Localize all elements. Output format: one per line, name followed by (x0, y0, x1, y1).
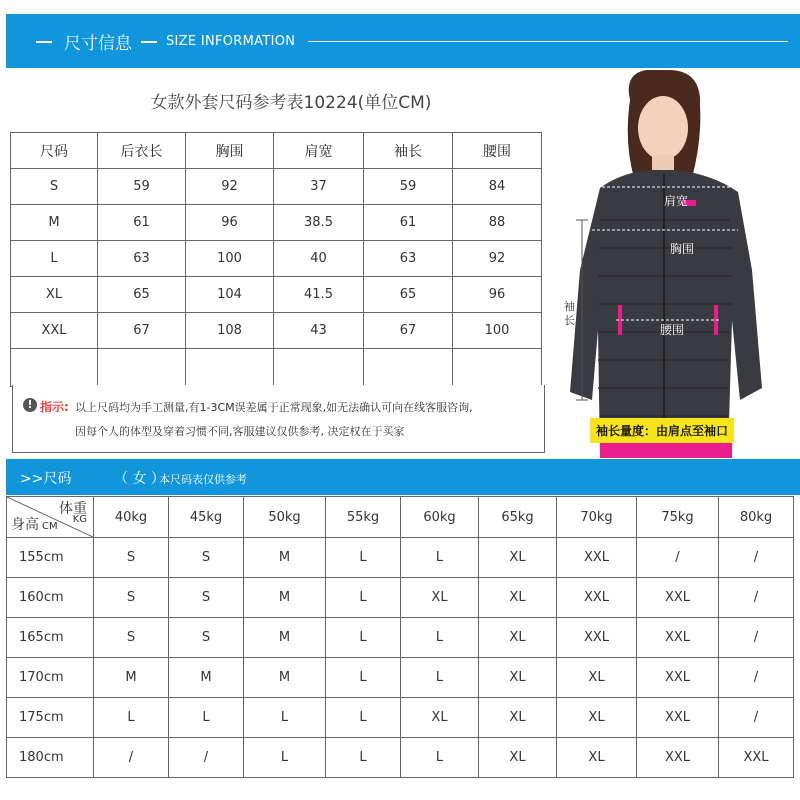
garment-cell: 92 (453, 241, 542, 277)
height-row-header: 155cm (7, 538, 94, 578)
garment-cell: 61 (98, 205, 186, 241)
garment-header-cell: 胸围 (186, 133, 274, 169)
size-cell: L (326, 698, 401, 738)
shoulder-label: 肩宽 (664, 194, 689, 208)
notes-line-2: 因每个人的体型及穿着习惯不同,客服建议仅供参考, 决定权在于买家 (75, 425, 405, 438)
weight-header-cell: 75kg (637, 497, 719, 538)
garment-size-table (10, 132, 542, 387)
info-icon: ! (23, 398, 37, 412)
size-info-banner (6, 14, 800, 68)
weight-header-cell: 60kg (401, 497, 479, 538)
height-label: 身高 (11, 517, 39, 533)
garment-cell: M (11, 205, 98, 241)
recommend-table-header (7, 497, 794, 538)
size-cell: XXL (719, 738, 794, 778)
height-row-header: 175cm (7, 698, 94, 738)
garment-table-row (11, 313, 542, 349)
size-cell: / (719, 618, 794, 658)
size-cell: M (244, 578, 326, 618)
weight-label: 体重 (59, 501, 87, 517)
size-cell: L (401, 618, 479, 658)
garment-cell: 84 (453, 169, 542, 205)
size-cell: XXL (637, 698, 719, 738)
garment-cell (11, 349, 98, 387)
chest-label: 胸围 (670, 242, 695, 256)
size-cell: XL (479, 578, 557, 618)
garment-header-cell: 肩宽 (274, 133, 364, 169)
garment-table-row (11, 277, 542, 313)
section-arrow-title: >>尺码 (20, 471, 72, 487)
notes-line-1: 以上尺码均为手工测量,有1-3CM误差属于正常现象,如无法确认可向在线客服咨询, (75, 401, 473, 414)
size-cell: M (244, 538, 326, 578)
size-cell: XL (479, 538, 557, 578)
size-cell: L (326, 658, 401, 698)
size-cell: M (94, 658, 169, 698)
size-cell: / (719, 698, 794, 738)
size-cell: L (326, 738, 401, 778)
size-cell: / (719, 658, 794, 698)
banner-divider-line (308, 41, 788, 42)
size-cell: XXL (637, 618, 719, 658)
corner-diagonal (7, 497, 93, 537)
recommend-table-row (7, 738, 794, 778)
weight-header-cell: 65kg (479, 497, 557, 538)
garment-cell: 41.5 (274, 277, 364, 313)
size-cell: XL (557, 658, 637, 698)
model-illustration (552, 70, 800, 458)
weight-header-cell: 45kg (169, 497, 244, 538)
size-cell: XL (479, 738, 557, 778)
garment-cell: 43 (274, 313, 364, 349)
size-cell: XL (479, 698, 557, 738)
garment-table-row (11, 349, 542, 387)
size-cell: L (326, 618, 401, 658)
garment-cell: 100 (186, 241, 274, 277)
weight-header-cell: 55kg (326, 497, 401, 538)
garment-table-row (11, 241, 542, 277)
size-cell: L (401, 738, 479, 778)
notes-label: 指示: (40, 400, 69, 414)
size-cell: L (401, 658, 479, 698)
size-cell: L (244, 738, 326, 778)
garment-cell: 59 (364, 169, 453, 205)
height-row-header: 165cm (7, 618, 94, 658)
banner-dash-right (141, 41, 157, 43)
size-cell: S (94, 578, 169, 618)
size-cell: XXL (637, 658, 719, 698)
garment-header-cell: 腰围 (453, 133, 542, 169)
garment-cell (186, 349, 274, 387)
garment-cell: 104 (186, 277, 274, 313)
size-cell: L (326, 538, 401, 578)
height-row-header: 180cm (7, 738, 94, 778)
height-weight-size-table (6, 496, 794, 778)
garment-cell: 88 (453, 205, 542, 241)
garment-cell (98, 349, 186, 387)
size-cell: M (244, 658, 326, 698)
garment-header-cell: 袖长 (364, 133, 453, 169)
banner-title-en: SIZE INFORMATION (166, 34, 296, 49)
height-unit: CM (42, 521, 58, 532)
height-row-header: 170cm (7, 658, 94, 698)
size-cell: S (169, 538, 244, 578)
size-cell: / (94, 738, 169, 778)
recommend-table-row (7, 698, 794, 738)
garment-cell: 63 (98, 241, 186, 277)
size-cell: XL (479, 658, 557, 698)
size-cell: L (326, 578, 401, 618)
garment-table-row (11, 169, 542, 205)
garment-cell: 63 (364, 241, 453, 277)
size-cell: / (169, 738, 244, 778)
sleeve-measure-note: 袖长量度：由肩点至袖口 (590, 418, 734, 443)
size-cell: L (401, 538, 479, 578)
size-cell: XL (401, 698, 479, 738)
weight-header-cell: 40kg (94, 497, 169, 538)
model-face (638, 96, 688, 160)
garment-cell: 67 (364, 313, 453, 349)
size-recommend-bar (6, 459, 800, 495)
garment-table-row (11, 205, 542, 241)
garment-cell: S (11, 169, 98, 205)
garment-cell: 65 (364, 277, 453, 313)
recommend-table-row (7, 618, 794, 658)
garment-cell: 96 (453, 277, 542, 313)
size-cell: S (169, 618, 244, 658)
height-row-header: 160cm (7, 578, 94, 618)
garment-cell: L (11, 241, 98, 277)
size-cell: M (244, 618, 326, 658)
recommend-table-row (7, 578, 794, 618)
size-cell: XL (401, 578, 479, 618)
size-cell: L (244, 698, 326, 738)
garment-cell: 40 (274, 241, 364, 277)
garment-cell: 108 (186, 313, 274, 349)
garment-cell (453, 349, 542, 387)
garment-cell: XXL (11, 313, 98, 349)
model-jacket (570, 170, 762, 458)
banner-dash-left (36, 41, 52, 43)
waist-label: 腰围 (660, 323, 685, 337)
garment-header-cell: 尺码 (11, 133, 98, 169)
size-cell: XXL (557, 578, 637, 618)
size-cell: S (94, 618, 169, 658)
garment-cell: 96 (186, 205, 274, 241)
garment-cell: 59 (98, 169, 186, 205)
garment-cell: 37 (274, 169, 364, 205)
recommend-table-row (7, 658, 794, 698)
weight-unit: KG (72, 514, 87, 525)
size-cell: S (94, 538, 169, 578)
garment-cell: XL (11, 277, 98, 313)
size-cell: XL (479, 618, 557, 658)
size-cell: L (94, 698, 169, 738)
size-cell: XXL (637, 578, 719, 618)
weight-header-cell: 70kg (557, 497, 637, 538)
size-cell: XXL (637, 738, 719, 778)
recommend-table-row (7, 538, 794, 578)
garment-cell: 61 (364, 205, 453, 241)
size-cell: / (719, 578, 794, 618)
garment-table-header (11, 133, 542, 169)
weight-header-cell: 50kg (244, 497, 326, 538)
garment-header-cell: 后衣长 (98, 133, 186, 169)
size-cell: S (169, 578, 244, 618)
section-note: 本尺码表仅供参考 (159, 473, 247, 486)
garment-cell: 38.5 (274, 205, 364, 241)
garment-cell: 100 (453, 313, 542, 349)
size-cell: / (637, 538, 719, 578)
measurement-notes (12, 385, 545, 453)
size-cell: L (169, 698, 244, 738)
sleeve-label: 袖长 (564, 300, 575, 327)
garment-cell: 65 (98, 277, 186, 313)
model-photo (552, 70, 800, 458)
banner-title-cn: 尺寸信息 (64, 34, 132, 54)
garment-cell (364, 349, 453, 387)
size-cell: / (719, 538, 794, 578)
size-cell: XL (557, 738, 637, 778)
weight-header-cell: 80kg (719, 497, 794, 538)
size-cell: XL (557, 698, 637, 738)
corner-cell (7, 497, 94, 538)
size-cell: XXL (557, 538, 637, 578)
size-cell: XXL (557, 618, 637, 658)
size-cell: M (169, 658, 244, 698)
garment-cell: 67 (98, 313, 186, 349)
section-gender: （ 女 ） (114, 471, 165, 487)
garment-cell: 92 (186, 169, 274, 205)
size-chart-title: 女款外套尺码参考表10224(单位CM) (150, 93, 432, 113)
garment-cell (274, 349, 364, 387)
